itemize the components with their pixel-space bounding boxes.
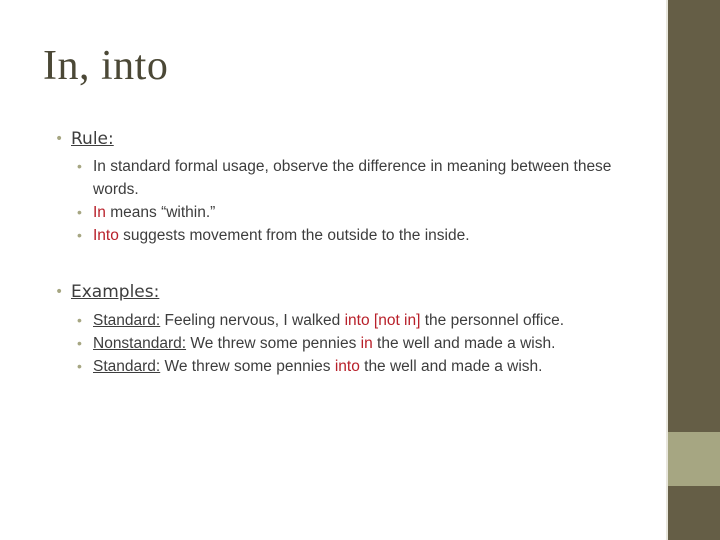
rule-item-3 bbox=[77, 224, 645, 247]
keyword-in: In bbox=[93, 204, 106, 221]
slide-title: In, into bbox=[43, 43, 169, 89]
bullet-dot-icon: • bbox=[77, 204, 82, 220]
example-text: We threw some pennies bbox=[186, 335, 361, 352]
rule-item-text: In standard formal usage, observe the difference in meaning between these words. bbox=[93, 158, 612, 198]
example-text: Feeling nervous, I walked bbox=[160, 312, 345, 329]
example-lead: Nonstandard: bbox=[93, 335, 187, 352]
bullet-dot-icon: • bbox=[55, 284, 64, 300]
bullet-dot-icon: • bbox=[77, 312, 82, 328]
bullet-dot-icon: • bbox=[77, 358, 82, 374]
example-item-2 bbox=[77, 332, 645, 355]
example-text: We threw some pennies bbox=[160, 358, 335, 375]
rule-item-2 bbox=[77, 201, 645, 224]
example-item-1 bbox=[77, 309, 645, 332]
example-text: the well and made a wish. bbox=[372, 335, 556, 352]
rule-label: Rule: bbox=[71, 129, 114, 149]
example-text: the well and made a wish. bbox=[359, 358, 543, 375]
example-lead: Standard: bbox=[93, 312, 161, 329]
keyword-in: in bbox=[360, 335, 373, 352]
bullet-examples bbox=[55, 281, 645, 304]
rule-item-text: means “within.” bbox=[105, 204, 216, 221]
bullet-dot-icon: • bbox=[77, 227, 82, 243]
bullet-list bbox=[55, 128, 645, 378]
keyword-into: into bbox=[334, 358, 360, 375]
example-item-3 bbox=[77, 355, 645, 378]
rule-item-1 bbox=[77, 155, 645, 201]
bullet-rule bbox=[55, 128, 645, 151]
bullet-dot-icon: • bbox=[55, 131, 64, 147]
keyword-into: Into bbox=[93, 227, 119, 244]
bullet-dot-icon: • bbox=[77, 335, 82, 351]
example-text: the personnel office. bbox=[420, 312, 565, 329]
keyword-into: into bbox=[344, 312, 370, 329]
example-lead: Standard: bbox=[93, 358, 161, 375]
side-accent-block bbox=[668, 432, 720, 486]
bullet-dot-icon: • bbox=[77, 158, 82, 174]
keyword-note: [not in] bbox=[369, 312, 421, 329]
rule-item-text: suggests movement from the outside to the inside. bbox=[118, 227, 470, 244]
examples-label: Examples: bbox=[71, 282, 160, 302]
